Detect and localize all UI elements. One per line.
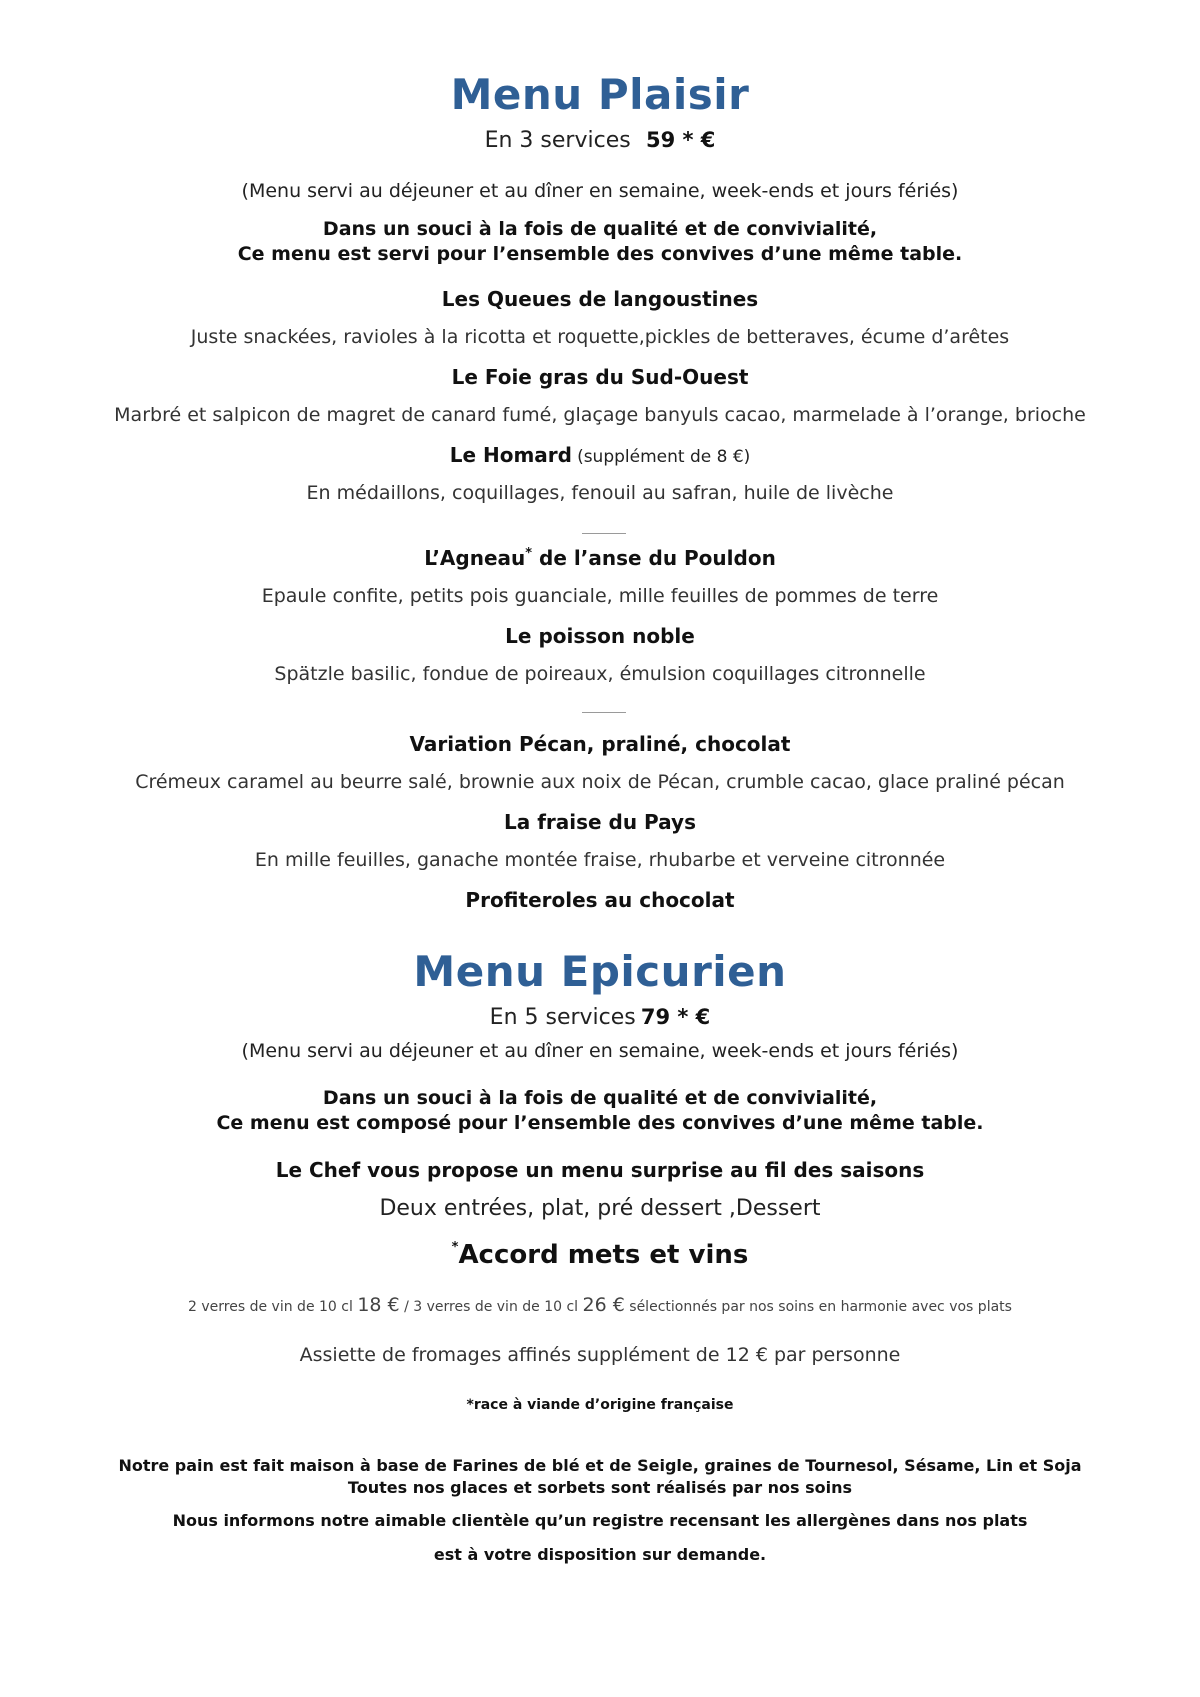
menu-plaisir-title: Menu Plaisir xyxy=(450,70,750,119)
dish-homard-line xyxy=(0,443,1200,467)
dish-name: L’Agneau xyxy=(424,546,526,570)
accord-heading xyxy=(0,1240,1200,1270)
menu-epicurien-price-line xyxy=(0,1005,1200,1030)
course-separator xyxy=(582,533,626,534)
menu-plaisir-price: 59 * € xyxy=(645,128,716,152)
dish-name: La fraise du Pays xyxy=(503,810,696,834)
menu-epicurien-surprise: Le Chef vous propose un menu surprise au fil des saisons xyxy=(275,1158,925,1182)
menu-epicurien-intro-2: Ce menu est composé pour l’ensemble des convives d’une même table. xyxy=(216,1112,984,1134)
menu-epicurien-note: (Menu servi au déjeuner et au dîner en semaine, week-ends et jours fériés) xyxy=(241,1040,959,1062)
menu-epicurien-title: Menu Epicurien xyxy=(413,947,787,996)
origin-star: * xyxy=(525,546,533,561)
accord-title: Accord mets et vins xyxy=(458,1240,749,1270)
dish-description: Epaule confite, petits pois guanciale, mille feuilles de pommes de terre xyxy=(261,585,939,607)
dish-name: Variation Pécan, praliné, chocolat xyxy=(409,732,791,756)
cheese-supplement: Assiette de fromages affinés supplément de 12 € par personne xyxy=(299,1344,901,1366)
allergen-note-1: Nous informons notre aimable clientèle qu’un registre recensant les allergènes dans nos plats xyxy=(172,1511,1028,1530)
allergen-note-2: est à votre disposition sur demande. xyxy=(433,1545,767,1564)
dish-description: En mille feuilles, ganache montée fraise, rhubarbe et verveine citronnée xyxy=(254,849,946,871)
dish-description: Marbré et salpicon de magret de canard fumé, glaçage banyuls cacao, marmelade à l’orange, brioche xyxy=(114,404,1086,426)
accord-price-b: 26 € xyxy=(582,1294,625,1316)
menu-plaisir-services: En 3 services xyxy=(484,128,631,153)
ice-note: Toutes nos glaces et sorbets sont réalisés par nos soins xyxy=(347,1478,853,1497)
dish-name: Le Homard xyxy=(449,443,572,467)
accord-details xyxy=(0,1294,1200,1316)
menu-epicurien-services: En 5 services xyxy=(489,1005,636,1030)
menu-plaisir-intro-1: Dans un souci à la fois de qualité et de convivialité, xyxy=(322,218,878,240)
dish-description: En médaillons, coquillages, fenouil au safran, huile de livèche xyxy=(306,482,894,504)
accord-price-a: 18 € xyxy=(357,1294,400,1316)
accord-text-c: sélectionnés par nos soins en harmonie avec vos plats xyxy=(624,1299,1012,1315)
course-separator xyxy=(582,712,626,713)
menu-plaisir-intro-2: Ce menu est servi pour l’ensemble des convives d’une même table. xyxy=(237,243,963,265)
origin-note: *race à viande d’origine française xyxy=(466,1397,734,1413)
dish-name: Profiteroles au chocolat xyxy=(465,888,735,912)
accord-text-a: 2 verres de vin de 10 cl xyxy=(188,1299,358,1315)
dish-agneau-line xyxy=(0,546,1200,570)
bread-note: Notre pain est fait maison à base de Farines de blé et de Seigle, graines de Tournesol, Sésame, Lin et Soja xyxy=(118,1456,1082,1475)
dish-name: Les Queues de langoustines xyxy=(441,287,759,311)
dish-name-suffix: de l’anse du Pouldon xyxy=(532,546,776,570)
menu-epicurien-courses: Deux entrées, plat, pré dessert ,Dessert xyxy=(379,1196,821,1221)
menu-epicurien-price: 79 * € xyxy=(640,1005,711,1029)
menu-epicurien-intro-1: Dans un souci à la fois de qualité et de convivialité, xyxy=(322,1087,878,1109)
dish-name: Le poisson noble xyxy=(505,624,695,648)
dish-description: Crémeux caramel au beurre salé, brownie aux noix de Pécan, crumble cacao, glace praliné pécan xyxy=(135,771,1065,793)
menu-plaisir-price-line xyxy=(0,128,1200,153)
dish-supplement: (supplément de 8 €) xyxy=(577,447,751,467)
menu-plaisir-note: (Menu servi au déjeuner et au dîner en semaine, week-ends et jours fériés) xyxy=(241,180,959,202)
dish-name: Le Foie gras du Sud-Ouest xyxy=(451,365,749,389)
dish-description: Juste snackées, ravioles à la ricotta et roquette,pickles de betteraves, écume d’arêtes xyxy=(190,326,1010,348)
accord-star: * xyxy=(451,1240,459,1255)
dish-description: Spätzle basilic, fondue de poireaux, émulsion coquillages citronnelle xyxy=(274,663,926,685)
accord-text-b: / 3 verres de vin de 10 cl xyxy=(399,1299,583,1315)
